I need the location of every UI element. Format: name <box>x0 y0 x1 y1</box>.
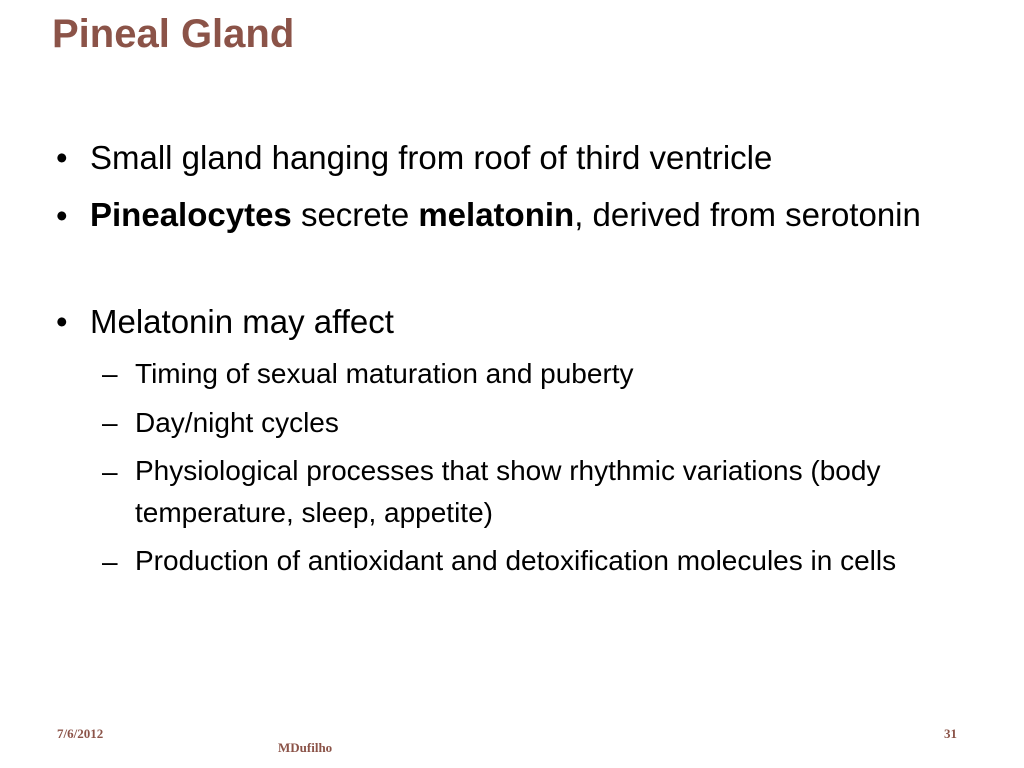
footer-author: MDufilho <box>278 740 333 755</box>
sub-bullet-marker: – <box>102 456 118 487</box>
bullet-text <box>90 191 970 239</box>
footer-page-number: 31 <box>944 726 957 741</box>
bold-term-pinealocytes: Pinealocytes <box>90 196 292 233</box>
footer-date: 7/6/2012 <box>57 726 104 741</box>
sub-bullet-marker: – <box>102 358 118 389</box>
sub-bullet-text: Production of antioxidant and detoxification molecules in cells <box>135 545 897 576</box>
bullet-marker: • <box>56 303 68 340</box>
sub-bullet-text: Day/night cycles <box>135 407 339 438</box>
sub-bullet-marker: – <box>102 546 118 577</box>
bullet-marker: • <box>56 197 68 234</box>
bullet-marker: • <box>56 139 68 176</box>
bullet-text: Melatonin may affect <box>90 303 394 340</box>
bullet-text: Small gland hanging from roof of third ventricle <box>90 139 773 176</box>
slide-title: Pineal Gland <box>52 12 295 56</box>
sub-bullet-marker: – <box>102 407 118 438</box>
bold-term-melatonin: melatonin <box>418 196 575 233</box>
sub-bullet-text: Timing of sexual maturation and puberty <box>135 358 634 389</box>
sub-bullet-text: Physiological processes that show rhythmic variations (body temperature, sleep, appetite) <box>135 455 881 528</box>
bullet-text-part: , derived from serotonin <box>574 196 921 233</box>
bullet-text-part: secrete <box>291 196 419 233</box>
